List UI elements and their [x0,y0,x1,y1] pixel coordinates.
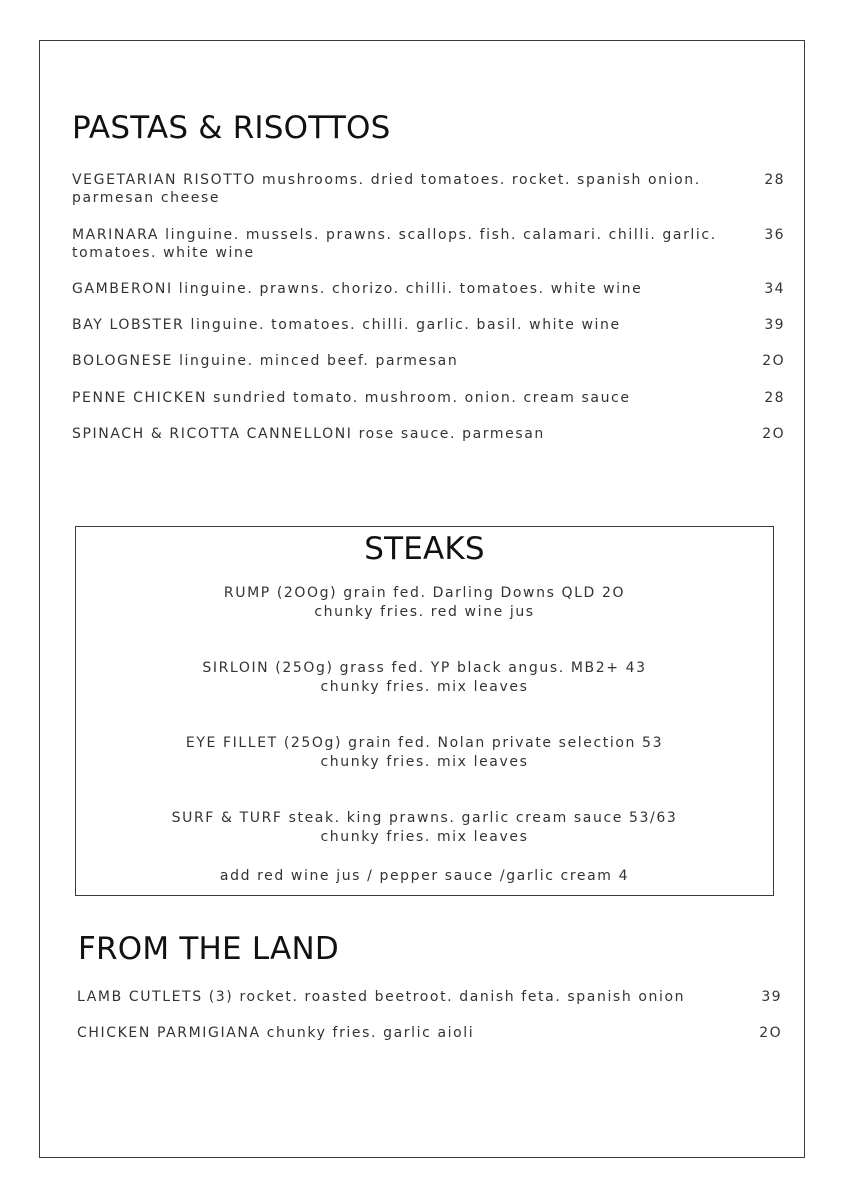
steak-sauce-addon: add red wine jus / pepper sauce /garlic cream 4 [219,868,630,884]
item-price: 36 [764,227,785,243]
item-name: GAMBERONI [72,281,173,297]
item-name: VEGETARIAN RISOTTO [72,172,256,188]
item-price: 39 [761,989,782,1005]
item-name: BAY LOBSTER [72,317,185,333]
from-the-land-heading: FROM THE LAND [78,931,339,967]
menu-item-marinara [72,226,785,262]
steak-item-sirloin-sides: chunky fries. mix leaves [320,679,529,695]
item-name: MARINARA [72,227,160,243]
steak-item-surf-turf: SURF & TURF steak. king prawns. garlic cream sauce 53/63 [171,810,678,826]
item-name: CHICKEN PARMIGIANA [77,1025,261,1041]
item-description: mushrooms. dried tomatoes. rocket. spanish onion. [262,172,701,188]
item-description: linguine. prawns. chorizo. chilli. tomatoes. white wine [178,281,643,297]
item-description: chunky fries. garlic aioli [266,1025,475,1041]
item-description-cont: tomatoes. white wine [72,245,255,261]
menu-item-gamberoni [72,280,785,298]
item-price: 39 [764,317,785,333]
item-description: rose sauce. parmesan [358,426,545,442]
item-price: 34 [764,281,785,297]
item-description: rocket. roasted beetroot. danish feta. spanish onion [239,989,686,1005]
menu-item-penne-chicken [72,389,785,407]
item-price: 2O [762,426,785,442]
menu-item-vegetarian-risotto [72,171,785,207]
item-description-cont: parmesan cheese [72,190,221,206]
item-price: 2O [759,1025,782,1041]
menu-item-spinach-ricotta-cannelloni [72,425,785,443]
steak-item-eye-fillet: EYE FILLET (25Og) grain fed. Nolan private selection 53 [185,735,664,751]
steak-item-sirloin: SIRLOIN (25Og) grass fed. YP black angus. MB2+ 43 [202,660,647,676]
item-price: 28 [764,390,785,406]
item-description: linguine. tomatoes. chilli. garlic. basil. white wine [190,317,621,333]
item-description: linguine. minced beef. parmesan [179,353,459,369]
item-name: LAMB CUTLETS (3) [77,989,234,1005]
item-price: 2O [762,353,785,369]
item-price: 28 [764,172,785,188]
pastas-risottos-heading: PASTAS & RISOTTOS [72,110,391,146]
item-name: SPINACH & RICOTTA CANNELLONI [72,426,353,442]
steaks-heading: STEAKS [364,531,485,567]
item-name: BOLOGNESE [72,353,173,369]
item-name: PENNE CHICKEN [72,390,208,406]
steak-item-surf-turf-sides: chunky fries. mix leaves [320,829,529,845]
menu-item-bolognese [72,352,785,370]
menu-item-lamb-cutlets [77,988,782,1006]
steak-item-rump-sides: chunky fries. red wine jus [314,604,535,620]
menu-item-chicken-parmigiana [77,1024,782,1042]
steak-item-eye-fillet-sides: chunky fries. mix leaves [320,754,529,770]
item-description: linguine. mussels. prawns. scallops. fish. calamari. chilli. garlic. [165,227,717,243]
menu-item-bay-lobster [72,316,785,334]
steak-item-rump: RUMP (2OOg) grain fed. Darling Downs QLD 2O [223,585,626,601]
item-description: sundried tomato. mushroom. onion. cream sauce [213,390,631,406]
